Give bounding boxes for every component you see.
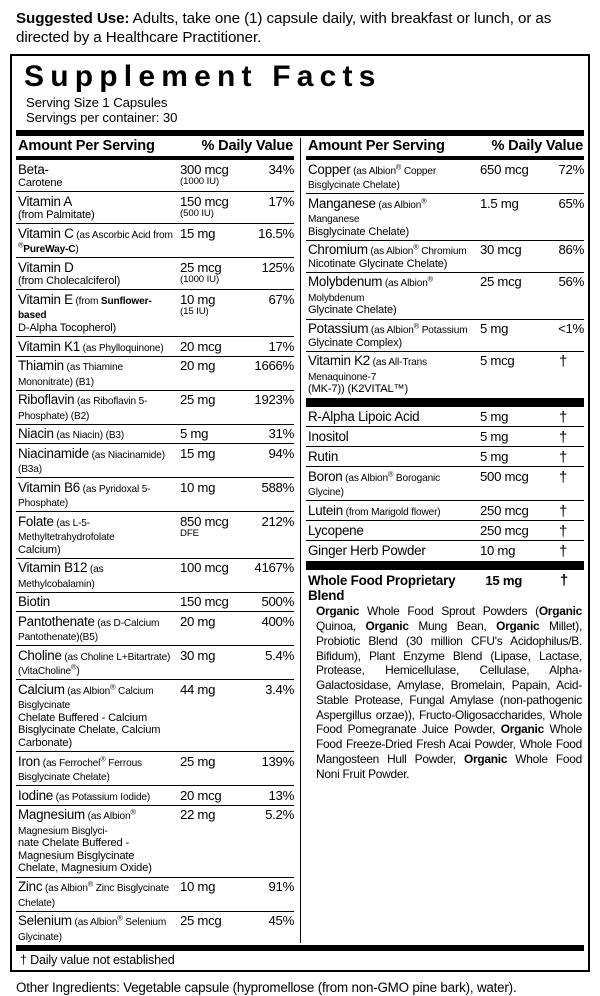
- nutrient-row: [16, 752, 294, 786]
- nutrient-name: Vitamin B12 (as Methylcobalamin): [18, 560, 104, 590]
- footnote-text: † Daily value not established: [20, 952, 175, 967]
- nutrient-row: [306, 160, 584, 194]
- nutrient-daily-value: 500%: [261, 594, 294, 610]
- nutrient-amount: 20 mcg: [180, 338, 222, 354]
- nutrient-name: Lycopene: [308, 522, 364, 538]
- nutrient-name: Biotin: [18, 594, 50, 610]
- blend-ingredients: Organic Whole Food Sprout Powders (Organic Quinoa, Organic Mung Bean, Organic Millet), Probiotic Blend (30 million CFU's Acidophilus/B. Bifidum), Plant Enzyme Blend (Lipase, Lactase, Protease, Hemicellulase, Cellulase, Alpha-Galactosidase, Amylase, Bromelain, Papain, Acid-Stable Protease, Fungal Amylase (non-pathogenic Aspergillus orzae)), Fructo-Oligosaccharides, Whole Food Pomegranate Juice Powder, Organic Whole Food Freeze-Dried Fresh Acai Powder, Whole Food Mangosteen Hull Powder, Organic Whole Food Noni Fruit Powder.: [316, 604, 582, 781]
- nutrient-amount: 10 mg: [480, 542, 516, 558]
- nutrient-daily-value: †: [558, 542, 568, 560]
- nutrient-row: [16, 806, 294, 878]
- nutrient-daily-value: †: [558, 428, 568, 446]
- nutrient-row: [306, 241, 584, 273]
- nutrient-amount: 15 mg: [180, 225, 216, 241]
- nutrient-name: Boron (as Albion® Boroganic Glycine): [308, 468, 441, 499]
- panel-title: Supplement Facts: [24, 60, 382, 94]
- right-rows-minerals: [306, 160, 584, 397]
- nutrient-daily-value: †: [558, 353, 568, 371]
- nutrient-daily-value: †: [558, 448, 568, 466]
- nutrient-daily-value: 1923%: [254, 392, 294, 408]
- nutrient-daily-value: 5.2%: [265, 807, 294, 823]
- nutrient-daily-value: 72%: [558, 161, 584, 177]
- nutrient-row: [306, 273, 584, 320]
- nutrient-amount: 25 mcg: [480, 274, 522, 290]
- nutrient-amount: 10 mg: [180, 879, 216, 894]
- nutrient-amount: 100 mcg: [180, 560, 229, 576]
- nutrient-name: Magnesium (as Albion® Magnesium Bisglyci- nate Chelate Buffered - Magnesium Bisglycinate Chelate, Magnesium Oxide): [18, 807, 152, 875]
- nutrient-amount: 25 mcg: [180, 913, 222, 928]
- serving-info: [12, 95, 588, 130]
- nutrient-daily-value: 400%: [261, 613, 294, 629]
- nutrient-name: Niacinamide (as Niacinamide) (B3a): [18, 445, 165, 476]
- nutrient-name: Vitamin E (from Sunflower-based D-Alpha Tocopherol): [18, 291, 152, 334]
- nutrient-daily-value: 34%: [268, 161, 294, 177]
- nutrient-daily-value: 1666%: [254, 358, 294, 374]
- nutrient-daily-value: <1%: [558, 321, 584, 336]
- nutrient-daily-value: 86%: [558, 242, 584, 258]
- nutrient-name: Thiamin (as Thiamine Mononitrate) (B1): [18, 358, 123, 388]
- nutrient-daily-value: 94%: [268, 445, 294, 461]
- nutrient-daily-value: 17%: [268, 193, 294, 209]
- nutrient-name: Vitamin B6 (as Pyridoxal 5-Phosphate): [18, 479, 151, 510]
- serving-size: Serving Size 1 Capsules: [26, 94, 168, 110]
- nutrient-amount: 25 mg: [180, 753, 216, 769]
- nutrient-amount: 20 mg: [180, 358, 216, 374]
- left-amount-header: Amount Per Serving: [18, 138, 155, 155]
- nutrient-daily-value: 67%: [268, 291, 294, 307]
- suggested-use-body: Adults, take one (1) capsule daily, with breakfast or lunch, or as directed by a Healthcare Practitioner.: [16, 10, 552, 47]
- nutrient-amount: 5 mg: [480, 428, 509, 444]
- nutrient-daily-value: 65%: [558, 195, 584, 211]
- nutrient-name: Selenium (as Albion® Selenium Glycinate): [18, 913, 167, 943]
- right-rows-others: [306, 407, 584, 560]
- servings-per-container: Servings per container: 30: [26, 110, 178, 126]
- nutrient-daily-value: †: [558, 408, 568, 426]
- nutrient-daily-value: 125%: [261, 259, 294, 275]
- nutrient-row: [16, 357, 294, 391]
- nutrient-amount: 10 mg: [180, 479, 216, 495]
- left-column-header: [16, 136, 294, 156]
- nutrient-amount: 1.5 mg: [480, 195, 519, 211]
- nutrient-name: Rutin: [308, 448, 339, 464]
- right-dv-header: % Daily Value: [491, 138, 583, 155]
- nutrient-row: [16, 192, 294, 224]
- left-dv-header: % Daily Value: [201, 138, 293, 155]
- right-nutrient-column: [306, 136, 584, 944]
- nutrient-amount: 15 mg: [180, 445, 216, 461]
- other-ingredients-text: Other Ingredients: Vegetable capsule (hypromellose (from non-GMO pine bark), water).: [16, 979, 517, 995]
- nutrient-name: Copper (as Albion® Copper Bisglycinate Chelate): [308, 161, 437, 192]
- nutrient-amount: 850 mcg DFE: [180, 513, 229, 539]
- nutrient-name: Molybdenum (as Albion® Molybdenum Glycinate Chelate): [308, 274, 433, 317]
- nutrient-row: [16, 786, 294, 806]
- nutrient-row: [16, 512, 294, 559]
- nutrient-row: [306, 447, 584, 467]
- nutrient-name: Vitamin A (from Palmitate): [18, 193, 95, 222]
- nutrient-amount: 30 mg: [180, 647, 216, 663]
- nutrient-row: [16, 160, 294, 192]
- nutrient-row: [306, 467, 584, 501]
- nutrient-daily-value: 5.4%: [265, 647, 294, 663]
- nutrient-daily-value: 139%: [261, 753, 294, 769]
- nutrient-row: [306, 194, 584, 241]
- nutrient-daily-value: 13%: [268, 787, 294, 803]
- nutrient-columns: [12, 136, 588, 944]
- nutrient-daily-value: 588%: [261, 479, 294, 495]
- nutrient-amount: 300 mcg (1000 IU): [180, 161, 229, 187]
- nutrient-row: [16, 878, 294, 912]
- nutrient-row: [16, 612, 294, 646]
- nutrient-row: [306, 407, 584, 427]
- nutrient-name: Inositol: [308, 428, 349, 444]
- nutrient-row: [16, 290, 294, 337]
- nutrient-row: [306, 320, 584, 352]
- nutrient-daily-value: †: [558, 502, 568, 520]
- nutrient-daily-value: 17%: [268, 338, 294, 354]
- nutrient-name: Vitamin D (from Cholecalciferol): [18, 259, 121, 288]
- nutrient-row: [16, 478, 294, 512]
- nutrient-name: Iodine (as Potassium Iodide): [18, 787, 151, 803]
- nutrient-name: Beta- Carotene: [18, 161, 63, 190]
- nutrient-amount: 44 mg: [180, 681, 216, 697]
- nutrient-name: Vitamin K1 (as Phylloquinone): [18, 338, 164, 354]
- nutrient-row: [16, 391, 294, 425]
- nutrient-amount: 150 mcg (500 IU): [180, 193, 229, 219]
- nutrient-name: Riboflavin (as Riboflavin 5-Phosphate) (B2): [18, 392, 148, 422]
- nutrient-row: [16, 258, 294, 290]
- supplement-facts-panel: [10, 54, 590, 972]
- left-rows: [16, 160, 294, 944]
- minerals-others-separator: [306, 398, 584, 407]
- blend-dv: †: [559, 572, 569, 590]
- nutrient-name: R-Alpha Lipoic Acid: [308, 408, 420, 424]
- nutrient-name: Calcium (as Albion® Calcium Bisglycinate Chelate Buffered - Calcium Bisglycinate Chelate, Calcium Carbonate): [18, 681, 161, 749]
- nutrient-row: [306, 352, 584, 398]
- blend-amount: 15 mg: [485, 573, 523, 589]
- nutrient-daily-value: 31%: [268, 426, 294, 442]
- column-divider: [300, 138, 301, 942]
- nutrient-amount: 150 mcg: [180, 594, 229, 610]
- suggested-use-label: Suggested Use:: [16, 10, 130, 27]
- nutrient-amount: 650 mcg: [480, 161, 529, 177]
- nutrient-daily-value: 16.5%: [258, 225, 294, 241]
- nutrient-row: [16, 444, 294, 478]
- nutrient-name: Iron (as Ferrochel® Ferrous Bisglycinate Chelate): [18, 753, 142, 784]
- nutrient-row: [306, 521, 584, 541]
- nutrient-amount: 30 mcg: [480, 242, 522, 258]
- nutrient-daily-value: †: [558, 468, 568, 486]
- nutrient-amount: 22 mg: [180, 807, 216, 823]
- nutrient-amount: 250 mcg: [480, 502, 529, 518]
- nutrient-name: Zinc (as Albion® Zinc Bisglycinate Chelate): [18, 879, 169, 909]
- nutrient-row: [306, 427, 584, 447]
- blend-name: Whole Food Proprietary Blend: [308, 573, 456, 604]
- nutrient-row: [16, 593, 294, 612]
- nutrient-row: [16, 224, 294, 258]
- nutrient-daily-value: 3.4%: [265, 681, 294, 697]
- nutrient-amount: 20 mg: [180, 613, 216, 629]
- nutrient-name: Chromium (as Albion® Chromium Nicotinate Glycinate Chelate): [308, 242, 467, 270]
- nutrient-name: Niacin (as Niacin) (B3): [18, 426, 125, 442]
- nutrient-row: [16, 646, 294, 680]
- nutrient-amount: 500 mcg: [480, 468, 529, 484]
- nutrient-row: [16, 912, 294, 945]
- nutrient-name: Manganese (as Albion® Manganese Bisglycinate Chelate): [308, 195, 427, 238]
- left-nutrient-column: [16, 136, 300, 944]
- nutrient-row: [306, 501, 584, 521]
- nutrient-name: Lutein (from Marigold flower): [308, 502, 441, 518]
- nutrient-name: Ginger Herb Powder: [308, 542, 426, 558]
- nutrient-amount: 5 mg: [480, 448, 509, 464]
- nutrient-row: [16, 425, 294, 445]
- nutrient-daily-value: 91%: [268, 879, 294, 894]
- nutrient-amount: 250 mcg: [480, 522, 529, 538]
- nutrient-row: [306, 541, 584, 560]
- nutrient-amount: 10 mg (15 IU): [180, 291, 216, 317]
- blend-header: [306, 570, 584, 604]
- nutrient-amount: 5 mg: [480, 321, 509, 336]
- blend-separator: [306, 561, 584, 570]
- nutrient-amount: 20 mcg: [180, 787, 222, 803]
- nutrient-amount: 5 mg: [480, 408, 509, 424]
- nutrient-row: [16, 559, 294, 593]
- right-column-header: [306, 136, 584, 156]
- nutrient-name: Pantothenate (as D-Calcium Pantothenate)(B5): [18, 613, 160, 644]
- suggested-use-text: [0, 0, 600, 51]
- nutrient-name: Vitamin C (as Ascorbic Acid from ®PureWay-C): [18, 225, 173, 256]
- nutrient-row: [16, 680, 294, 752]
- nutrient-name: Potassium (as Albion® Potassium Glycinate Complex): [308, 321, 468, 349]
- nutrient-amount: 25 mcg (1000 IU): [180, 259, 222, 285]
- nutrient-name: Vitamin K2 (as All-Trans Menaquinone-7 (MK-7)) (K2VITAL™): [308, 353, 427, 396]
- nutrient-amount: 5 mg: [180, 426, 209, 442]
- nutrient-name: Choline (as Choline L+Bitartrate) (VitaCholine®): [18, 647, 171, 678]
- nutrient-daily-value: †: [558, 522, 568, 540]
- nutrient-daily-value: 56%: [558, 274, 584, 290]
- nutrient-daily-value: 4167%: [254, 560, 294, 576]
- nutrient-daily-value: 45%: [268, 913, 294, 928]
- nutrient-name: Folate (as L-5-Methyltetrahydrofolate Calcium): [18, 513, 115, 556]
- nutrient-daily-value: 212%: [261, 513, 294, 529]
- right-amount-header: Amount Per Serving: [308, 138, 445, 155]
- nutrient-amount: 5 mcg: [480, 353, 515, 369]
- nutrient-amount: 25 mg: [180, 392, 216, 408]
- nutrient-row: [16, 337, 294, 357]
